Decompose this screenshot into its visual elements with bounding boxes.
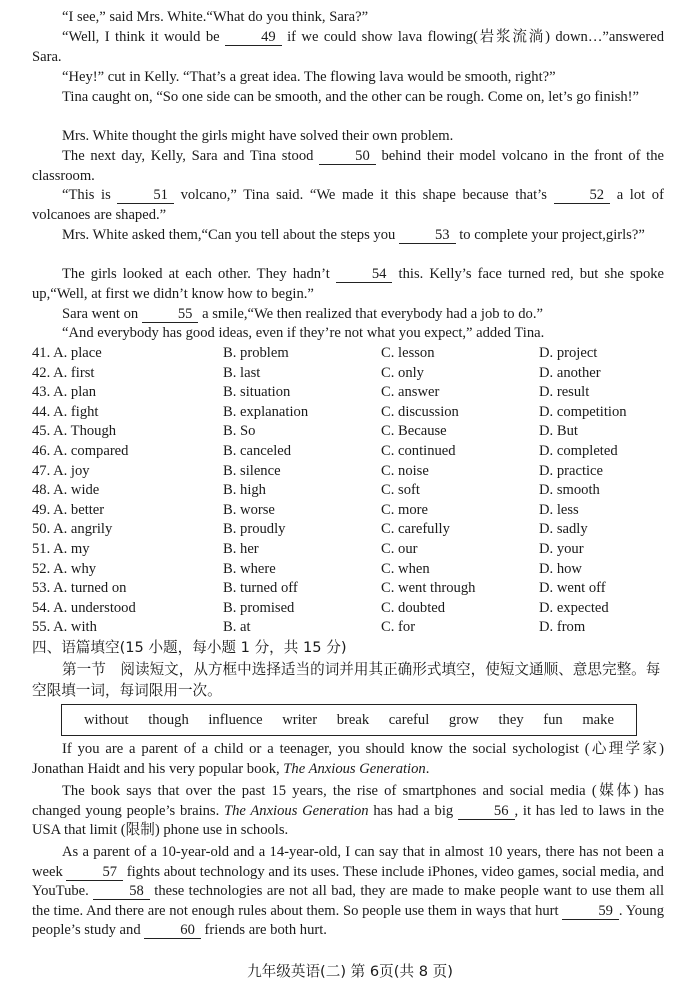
option[interactable]: D. But xyxy=(539,423,578,440)
option[interactable]: D. less xyxy=(539,501,579,518)
option-row xyxy=(32,540,672,560)
option[interactable]: C. for xyxy=(381,619,416,636)
blank-59[interactable]: 59 xyxy=(562,904,619,920)
option-row xyxy=(32,442,672,462)
option-row xyxy=(32,520,672,540)
word-option: careful xyxy=(388,711,430,728)
option[interactable]: D. went off xyxy=(539,580,606,597)
text: Sara went on xyxy=(62,306,139,322)
text: Mrs. White asked them,“Can you tell about the steps you xyxy=(62,227,396,243)
blank-57[interactable]: 57 xyxy=(66,865,123,881)
word-option: make xyxy=(582,711,614,728)
option-row xyxy=(32,344,672,364)
dialogue-line xyxy=(32,28,664,67)
option[interactable]: C. went through xyxy=(381,580,476,597)
text: “And everybody has good ideas, even if they’re not what you expect,” added Tina. xyxy=(62,325,545,341)
option[interactable]: D. another xyxy=(539,364,601,381)
option[interactable]: 43. A. plan xyxy=(32,384,97,401)
blank-51[interactable]: 51 xyxy=(117,188,174,204)
passage-paragraph xyxy=(32,740,664,779)
option[interactable]: C. lesson xyxy=(381,345,435,361)
option[interactable]: 45. A. Though xyxy=(32,423,117,440)
option[interactable]: 55. A. with xyxy=(32,619,97,636)
text: friends are both hurt. xyxy=(204,922,327,939)
dialogue-line xyxy=(32,8,664,28)
word-option: though xyxy=(148,711,189,728)
option-row xyxy=(32,599,672,619)
text: Mrs. White thought the girls might have solved their own problem. xyxy=(62,128,454,144)
text: “This is xyxy=(62,187,111,203)
option-row xyxy=(32,501,672,521)
text: . xyxy=(425,760,430,777)
option[interactable]: B. where xyxy=(223,560,276,577)
dialogue-line xyxy=(32,88,664,108)
dialogue-line xyxy=(32,226,664,246)
option[interactable]: B. high xyxy=(223,482,266,499)
options-table xyxy=(32,344,672,638)
option[interactable]: B. her xyxy=(223,540,259,557)
text: “Well, I think it would be xyxy=(62,29,220,45)
text: to complete your project,girls?” xyxy=(459,227,645,243)
option-row xyxy=(32,403,672,423)
page-footer: 九年级英语(二) 第 6页(共 8 页) xyxy=(247,963,453,980)
section-heading: 四、语篇填空(15 小题，每小题 1 分，共 15 分) xyxy=(32,639,347,656)
word-option: writer xyxy=(282,711,318,728)
option-row xyxy=(32,462,672,482)
book-title: The Anxious Generation xyxy=(224,802,369,819)
option-row xyxy=(32,579,672,599)
word-option: grow xyxy=(448,711,479,728)
text: these technologies are not all bad, they are made to make people want to use them all the time. And there are not enough rules about them. So people use them in ways that hurt xyxy=(32,883,664,919)
option[interactable]: 54. A. understood xyxy=(32,599,136,616)
option-row xyxy=(32,422,672,442)
word-option: they xyxy=(498,711,524,728)
option[interactable]: 47. A. joy xyxy=(32,462,90,479)
option[interactable]: C. noise xyxy=(381,462,429,479)
option[interactable]: 49. A. better xyxy=(32,501,105,518)
option[interactable]: D. project xyxy=(539,345,598,361)
word-box xyxy=(61,704,637,736)
option[interactable]: 44. A. fight xyxy=(32,403,99,420)
passage-paragraph xyxy=(32,843,664,941)
option[interactable]: B. turned off xyxy=(223,580,298,597)
text: The girls looked at each other. They hadn’t xyxy=(62,266,330,282)
option[interactable]: B. silence xyxy=(223,462,281,479)
option[interactable]: D. smooth xyxy=(539,482,600,499)
text: if we could show lava flowing(岩浆流淌) down…”answered Sara. xyxy=(32,29,664,65)
option[interactable]: 42. A. first xyxy=(32,364,95,381)
option[interactable]: D. how xyxy=(539,560,582,577)
blank-56[interactable]: 56 xyxy=(458,804,515,820)
book-title: The Anxious Generation xyxy=(283,760,426,777)
blank-55[interactable]: 55 xyxy=(142,307,199,323)
option[interactable]: C. carefully xyxy=(381,521,450,538)
text: a smile,“We then realized that everybody had a job to do.” xyxy=(202,306,543,322)
text: If you are a parent of a child or a teenager, you should know the social sychologist (心理学家) Jonathan Haidt and his very popular book, xyxy=(32,741,664,777)
option[interactable]: D. your xyxy=(539,540,584,557)
dialogue-line xyxy=(32,68,664,88)
option-row xyxy=(32,618,672,638)
option[interactable]: C. discussion xyxy=(381,403,459,420)
blank-49[interactable]: 49 xyxy=(225,30,282,46)
option[interactable]: 50. A. angrily xyxy=(32,521,113,538)
option[interactable]: B. problem xyxy=(223,345,289,361)
blank-52[interactable]: 52 xyxy=(554,188,611,204)
text: . Young people’s study and xyxy=(32,902,664,939)
text: has had a big xyxy=(368,802,454,819)
option[interactable]: 46. A. compared xyxy=(32,442,129,459)
blank-60[interactable]: 60 xyxy=(144,923,201,939)
text: fights about technology and its uses. These include iPhones, video games, social media, and YouTube. xyxy=(32,863,664,900)
option[interactable]: D. practice xyxy=(539,462,604,479)
text: “Hey!” cut in Kelly. “That’s a great idea. The flowing lava would be smooth, right?” xyxy=(62,69,556,85)
option[interactable]: B. at xyxy=(223,619,251,636)
option-row xyxy=(32,364,672,384)
option[interactable]: 53. A. turned on xyxy=(32,580,127,597)
dialogue-line xyxy=(32,186,664,225)
option[interactable]: B. worse xyxy=(223,501,275,518)
option[interactable]: B. proudly xyxy=(223,521,286,538)
option[interactable]: B. situation xyxy=(223,384,291,401)
dialogue-line xyxy=(32,324,664,344)
narrative-line xyxy=(32,147,664,186)
narrative-line xyxy=(32,305,664,325)
option[interactable]: C. when xyxy=(381,560,430,577)
option[interactable]: C. doubted xyxy=(381,599,446,616)
option[interactable]: 48. A. wide xyxy=(32,482,100,499)
passage-paragraph xyxy=(32,782,664,841)
blank-58[interactable]: 58 xyxy=(93,884,150,900)
text: The next day, Kelly, Sara and Tina stood xyxy=(62,148,314,164)
blank-53[interactable]: 53 xyxy=(399,228,456,244)
option[interactable]: C. our xyxy=(381,540,418,557)
narrative-line xyxy=(32,127,664,147)
option[interactable]: B. last xyxy=(223,364,261,381)
text: The book says that over the past 15 years, the rise of smartphones and social media (媒体) has changed young people’s brains. xyxy=(32,783,664,819)
option[interactable]: B. canceled xyxy=(223,442,292,459)
text: As a parent of a 10-year-old and a 14-year-old, I can say that in almost 10 years, there has not been a week xyxy=(32,844,664,880)
option[interactable]: D. result xyxy=(539,384,590,401)
option[interactable]: D. from xyxy=(539,619,586,636)
option[interactable]: D. competition xyxy=(539,403,627,420)
text: this. Kelly’s face turned red, but she spoke up,“Well, at first we didn’t know how to begin.” xyxy=(32,266,665,302)
text: “I see,” said Mrs. White.“What do you think, Sara?” xyxy=(62,9,369,25)
option[interactable]: D. sadly xyxy=(539,521,588,538)
word-option: without xyxy=(84,711,129,728)
option[interactable]: D. expected xyxy=(539,599,609,616)
option[interactable]: B. So xyxy=(223,423,256,440)
narrative-line xyxy=(32,265,664,304)
option[interactable]: C. Because xyxy=(381,423,447,440)
option[interactable]: C. answer xyxy=(381,384,440,401)
option[interactable]: C. continued xyxy=(381,442,456,459)
option[interactable]: C. more xyxy=(381,501,429,518)
option[interactable]: 52. A. why xyxy=(32,560,97,577)
text: behind their model volcano in the front of the classroom. xyxy=(32,148,664,184)
word-option: break xyxy=(336,711,370,728)
option[interactable]: 51. A. my xyxy=(32,540,90,557)
blank-50[interactable]: 50 xyxy=(319,149,376,165)
option[interactable]: D. completed xyxy=(539,442,618,459)
text: a lot of volcanoes are shaped.” xyxy=(32,187,664,223)
option[interactable]: C. soft xyxy=(381,482,420,499)
option[interactable]: 41. A. place xyxy=(32,345,102,361)
text: volcano,” Tina said. “We made it this shape because that’s xyxy=(180,187,547,203)
option[interactable]: B. explanation xyxy=(223,403,309,420)
section-instruction: 第一节 阅读短文，从方框中选择适当的词并用其正确形式填空，使短文通顺、意思完整。每空限填一词，每词限用一次。 xyxy=(32,661,661,699)
option-row xyxy=(32,560,672,580)
word-option: fun xyxy=(543,711,563,728)
text: Tina caught on, “So one side can be smooth, and the other can be rough. Come on, let’s go finish!” xyxy=(62,89,640,105)
option-row xyxy=(32,383,672,403)
word-option: influence xyxy=(208,711,263,728)
text: , it has led to laws in the USA that limit (限制) phone use in schools. xyxy=(32,802,664,839)
option[interactable]: C. only xyxy=(381,364,424,381)
blank-54[interactable]: 54 xyxy=(336,267,393,283)
option-row xyxy=(32,481,672,501)
option[interactable]: B. promised xyxy=(223,599,295,616)
